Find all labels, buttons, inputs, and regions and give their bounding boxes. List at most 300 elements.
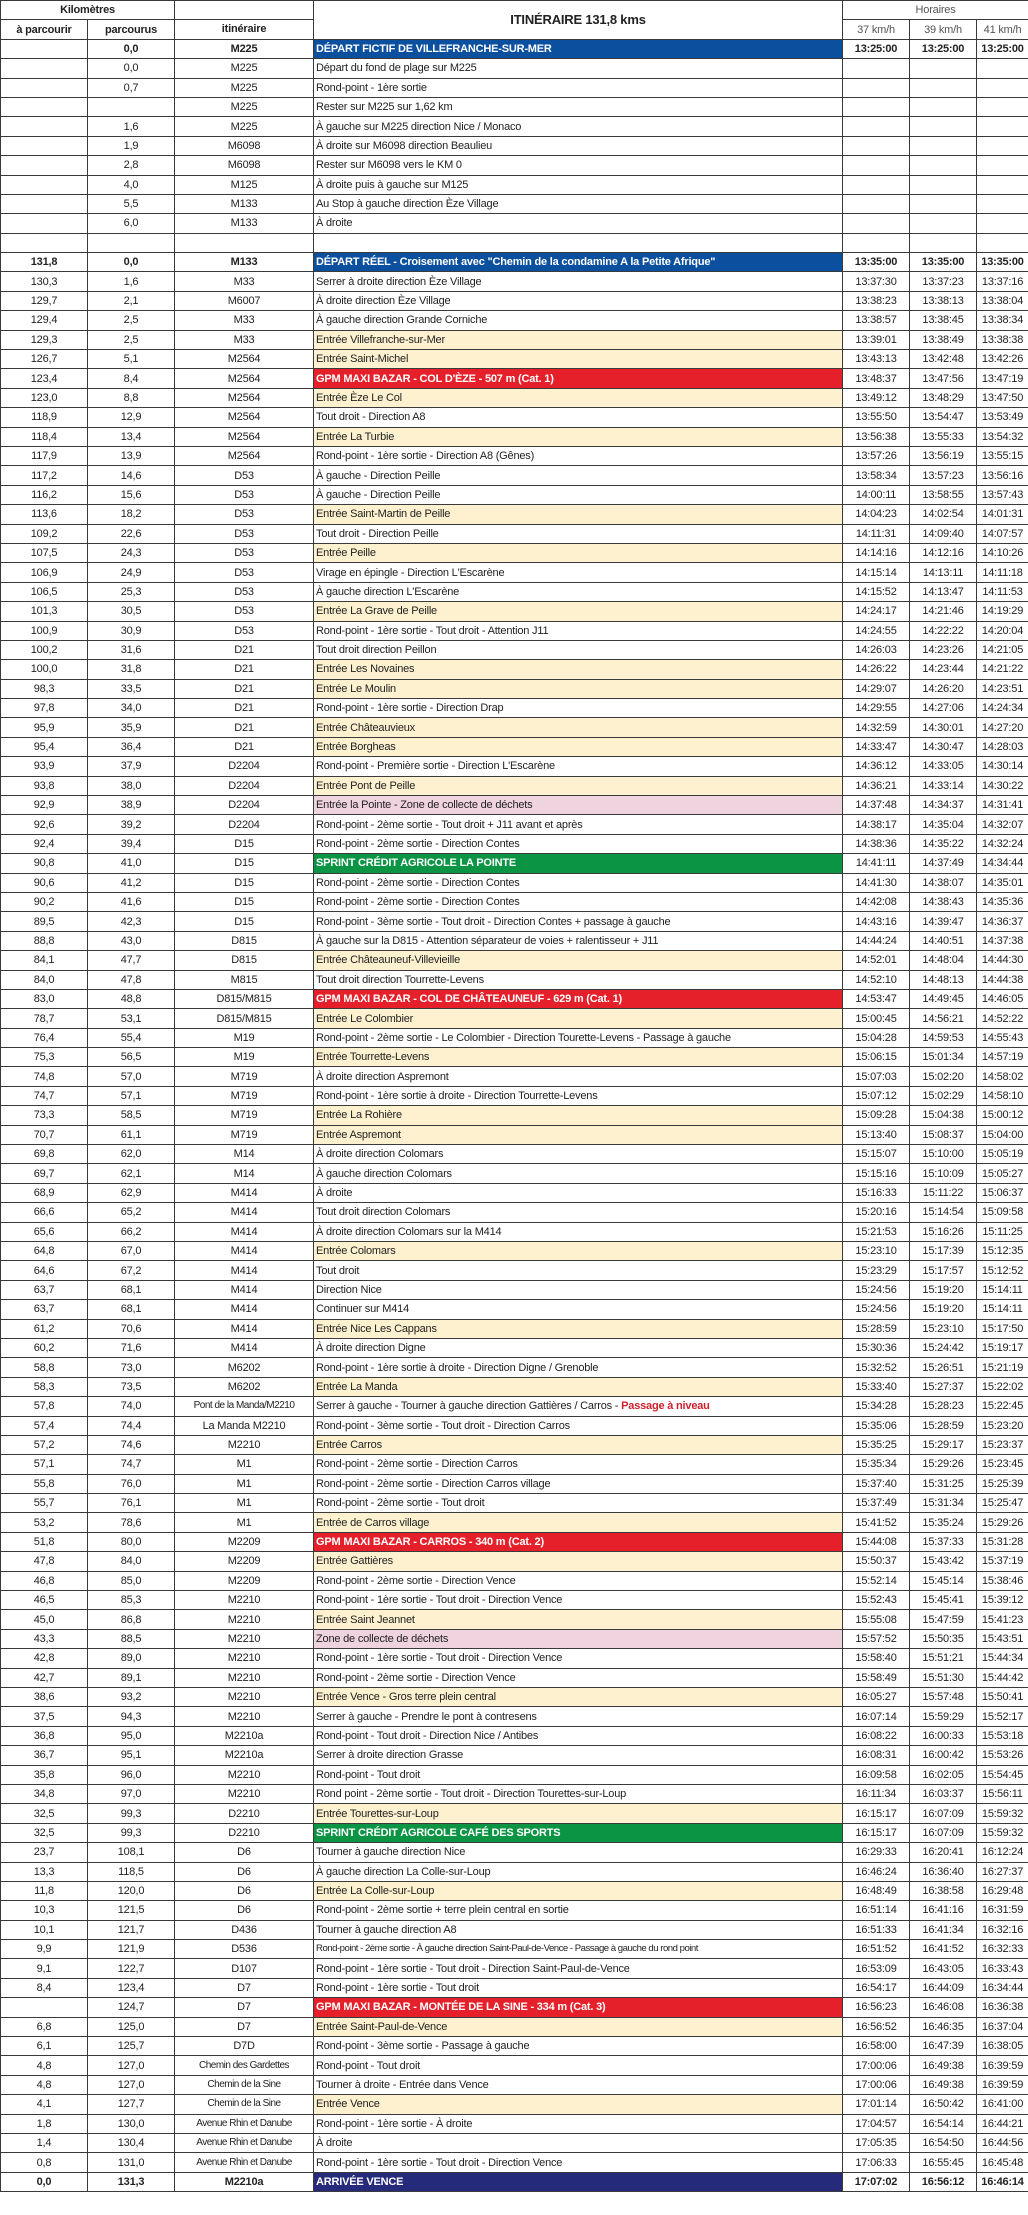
time-41: 13:37:16: [981, 275, 1024, 288]
km-remaining-cell: [1, 2056, 88, 2075]
km-remaining: 107,5: [30, 547, 58, 560]
time-39: 15:29:26: [922, 1458, 964, 1471]
time-41-cell: [977, 1494, 1028, 1513]
time-37-cell: [843, 2114, 910, 2133]
km-done: 2,5: [123, 333, 139, 346]
time-39-cell: [910, 1591, 977, 1610]
route-cell: [175, 1513, 314, 1532]
time-41: 13:55:15: [981, 450, 1024, 463]
km-remaining-cell: [1, 1358, 88, 1377]
km-done-cell: [88, 1145, 175, 1164]
route-cell: [175, 136, 314, 155]
route: D436: [231, 1923, 257, 1936]
time-39: 15:16:26: [922, 1225, 964, 1238]
route-cell: [175, 563, 314, 582]
description: GPM MAXI BAZAR - COL D'ÈZE - 507 m (Cat. 1): [316, 372, 554, 385]
time-41-cell: [977, 699, 1028, 718]
description-cell: [314, 1823, 843, 1842]
km-done-cell: [88, 1009, 175, 1028]
km-done: 127,0: [117, 2078, 145, 2091]
time-37: 16:54:17: [855, 1982, 897, 1995]
km-remaining-cell: [1, 78, 88, 97]
table-row: [1, 1571, 1028, 1590]
time-41: 16:44:56: [981, 2137, 1024, 2150]
time-39-cell: [910, 1009, 977, 1028]
time-39: 16:07:09: [922, 1807, 964, 1820]
km-remaining-cell: [1, 1106, 88, 1125]
route: D53: [234, 547, 254, 560]
km-remaining: 84,0: [33, 973, 55, 986]
description-cell: [314, 1843, 843, 1862]
route-cell: [175, 2172, 314, 2191]
time-37: 14:41:30: [855, 876, 897, 889]
time-37-cell: [843, 737, 910, 756]
km-done-cell: [88, 2017, 175, 2036]
route: La Manda M2210: [202, 1419, 286, 1432]
table-row: [1, 388, 1028, 407]
time-41: 16:41:00: [981, 2098, 1024, 2111]
description: Entrée La Manda: [316, 1380, 398, 1393]
time-41-cell: [977, 543, 1028, 562]
time-39: 15:57:48: [922, 1691, 964, 1704]
route-cell: [175, 330, 314, 349]
route-cell: [175, 311, 314, 330]
route-cell: [175, 892, 314, 911]
description: À droite: [316, 2137, 353, 2150]
time-41-cell: [977, 1707, 1028, 1726]
route: D6: [237, 1846, 251, 1859]
description-cell: [314, 2075, 843, 2094]
time-41-cell: [977, 1261, 1028, 1280]
time-39: 16:20:41: [922, 1846, 964, 1859]
route: D53: [234, 585, 254, 598]
km-done: 121,5: [117, 1904, 145, 1917]
time-37: 14:43:16: [855, 915, 897, 928]
time-37: 14:37:48: [855, 799, 897, 812]
description-cell: [314, 175, 843, 194]
km-done: 30,5: [120, 605, 142, 618]
km-remaining-cell: [1, 1610, 88, 1629]
time-41-cell: [977, 117, 1028, 136]
description-cell: [314, 369, 843, 388]
km-remaining: 101,3: [30, 605, 58, 618]
time-37: 15:52:43: [855, 1594, 897, 1607]
route-cell: [175, 1610, 314, 1629]
time-39-cell: [910, 1784, 977, 1803]
km-remaining-cell: [1, 1940, 88, 1959]
time-39-cell: [910, 776, 977, 795]
time-37: 14:33:47: [855, 741, 897, 754]
route: D2210: [228, 1826, 260, 1839]
description: Tourner à gauche direction Nice: [316, 1846, 466, 1859]
table-row: [1, 621, 1028, 640]
route: Chemin des Gardettes: [198, 2059, 290, 2071]
km-remaining-cell: [1, 214, 88, 233]
description-cell: [314, 931, 843, 950]
km-remaining-cell: [1, 951, 88, 970]
km-done-cell: [88, 1242, 175, 1261]
time-39-cell: [910, 2075, 977, 2094]
description: Entrée de Carros village: [316, 1516, 430, 1529]
time-41-cell: [977, 1978, 1028, 1997]
time-41-cell: [977, 1416, 1028, 1435]
km-done-cell: [88, 892, 175, 911]
time-39-cell: [910, 311, 977, 330]
time-39-cell: [910, 1338, 977, 1357]
description-cell: [314, 1804, 843, 1823]
time-39: 15:29:17: [922, 1439, 964, 1452]
time-41-cell: [977, 214, 1028, 233]
description: Rond-point - Tout droit - Direction Nice / Antibes: [316, 1729, 539, 1742]
km-done: 43,0: [120, 934, 142, 947]
time-37: 15:16:33: [855, 1187, 897, 1200]
km-done: 25,3: [120, 585, 142, 598]
time-37: 13:49:12: [855, 392, 897, 404]
description: GPM MAXI BAZAR - CARROS - 340 m (Cat. 2): [316, 1536, 544, 1549]
route: D2204: [228, 779, 260, 792]
km-remaining: 65,6: [33, 1225, 55, 1238]
time-41: 16:45:48: [981, 2156, 1024, 2169]
km-remaining-cell: [1, 408, 88, 427]
time-41: 14:44:38: [981, 973, 1024, 986]
time-41: 16:37:04: [981, 2020, 1024, 2033]
time-37: 14:24:55: [855, 624, 897, 637]
time-41: 14:36:37: [981, 915, 1024, 928]
time-37: 15:35:34: [855, 1458, 897, 1471]
km-remaining: 113,6: [31, 508, 57, 521]
time-37-cell: [843, 1242, 910, 1261]
time-41: 14:58:10: [981, 1090, 1024, 1103]
time-37-cell: [843, 291, 910, 310]
time-41: 15:37:19: [981, 1555, 1024, 1568]
km-remaining: 10,3: [33, 1904, 55, 1917]
route: M719: [230, 1109, 258, 1122]
time-37-cell: [843, 640, 910, 659]
table-row: [1, 1164, 1028, 1183]
km-remaining-cell: [1, 1261, 88, 1280]
time-37: 16:51:52: [855, 1943, 897, 1956]
km-done: 57,0: [120, 1070, 142, 1083]
route: D21: [234, 702, 254, 715]
route-cell: [175, 39, 314, 58]
time-37-cell: [843, 2037, 910, 2056]
time-37: 15:15:16: [855, 1167, 897, 1180]
description: Entrée Nice Les Cappans: [316, 1322, 437, 1335]
time-37-cell: [843, 1338, 910, 1357]
km-done-cell: [88, 2153, 175, 2172]
description-cell: [314, 1242, 843, 1261]
table-row: [1, 1843, 1028, 1862]
route-cell: [175, 679, 314, 698]
km-remaining: 37,5: [33, 1710, 55, 1723]
time-41: 13:56:16: [981, 469, 1024, 482]
time-37-cell: [843, 1881, 910, 1900]
route-cell: [175, 2017, 314, 2036]
route-cell: [175, 602, 314, 621]
time-37: 15:58:49: [855, 1671, 897, 1684]
table-row: [1, 834, 1028, 853]
route: M719: [230, 1128, 258, 1141]
km-done: 37,9: [120, 760, 142, 773]
km-done: 1,6: [123, 120, 139, 133]
time-37-cell: [843, 1377, 910, 1396]
km-done-cell: [88, 1629, 175, 1648]
km-done: 41,0: [120, 857, 142, 870]
route: D7: [237, 2020, 251, 2033]
km-done: 12,9: [120, 411, 142, 424]
description: Rond-point - 2ème sortie - Direction Vence: [316, 1574, 516, 1587]
time-39-cell: [910, 1125, 977, 1144]
time-39: 14:12:16: [922, 547, 964, 560]
description-cell: [314, 1280, 843, 1299]
time-41-cell: [977, 1804, 1028, 1823]
time-39-cell: [910, 1998, 977, 2017]
time-41: 14:55:43: [981, 1031, 1024, 1044]
description-cell: [314, 1552, 843, 1571]
description: Entrée Peille: [316, 547, 376, 560]
time-37-cell: [843, 757, 910, 776]
km-remaining: 61,2: [33, 1322, 55, 1335]
time-37: 14:52:01: [855, 954, 897, 967]
route: D53: [234, 624, 254, 637]
time-41: 15:19:17: [981, 1342, 1024, 1355]
km-done-cell: [88, 912, 175, 931]
km-done-cell: [88, 621, 175, 640]
time-39-cell: [910, 621, 977, 640]
time-39-cell: [910, 466, 977, 485]
route: M2210a: [224, 1729, 264, 1742]
km-remaining: 58,8: [33, 1361, 55, 1374]
km-done: 48,8: [120, 993, 142, 1006]
km-done-cell: [88, 1435, 175, 1454]
time-41-cell: [977, 427, 1028, 446]
table-row: [1, 1009, 1028, 1028]
time-37: 13:38:57: [855, 314, 897, 327]
time-41-cell: [977, 194, 1028, 213]
km-done: 94,3: [120, 1710, 142, 1723]
km-remaining: 1,4: [36, 2137, 52, 2150]
description-cell: [314, 505, 843, 524]
km-remaining-cell: [1, 194, 88, 213]
table-row: [1, 59, 1028, 78]
time-37-cell: [843, 1067, 910, 1086]
description-cell: [314, 2095, 843, 2114]
route-cell: [175, 1901, 314, 1920]
time-39: 13:48:29: [922, 392, 964, 404]
route: M2564: [227, 430, 261, 443]
km-remaining: 32,5: [33, 1826, 55, 1839]
km-remaining-cell: [1, 311, 88, 330]
description-cell: [314, 233, 843, 252]
time-39-cell: [910, 1687, 977, 1706]
time-39-cell: [910, 1242, 977, 1261]
time-39-cell: [910, 1610, 977, 1629]
route-cell: [175, 854, 314, 873]
route-cell: [175, 1145, 314, 1164]
km-remaining-cell: [1, 1823, 88, 1842]
time-41: 13:38:38: [981, 333, 1024, 346]
time-39-cell: [910, 1629, 977, 1648]
level-crossing-warning: Passage à niveau: [621, 1400, 710, 1413]
route: M2210: [227, 1652, 261, 1665]
time-37-cell: [843, 1959, 910, 1978]
km-done-cell: [88, 1300, 175, 1319]
time-37-cell: [843, 369, 910, 388]
time-37-cell: [843, 1940, 910, 1959]
km-done-cell: [88, 1474, 175, 1493]
description: Tourner à droite - Entrée dans Vence: [316, 2078, 489, 2091]
time-37-cell: [843, 1300, 910, 1319]
route: M125: [230, 178, 258, 191]
route-cell: [175, 2075, 314, 2094]
time-39-cell: [910, 1901, 977, 1920]
description-cell: [314, 582, 843, 601]
description-cell: [314, 1261, 843, 1280]
route: M225: [230, 120, 258, 133]
table-row: [1, 640, 1028, 659]
time-39: 16:54:50: [922, 2137, 964, 2150]
table-row: [1, 214, 1028, 233]
km-done-cell: [88, 194, 175, 213]
time-41-cell: [977, 1319, 1028, 1338]
route-cell: [175, 951, 314, 970]
time-39: 15:45:14: [922, 1574, 964, 1587]
km-done-cell: [88, 1920, 175, 1939]
description-cell: [314, 524, 843, 543]
route-cell: [175, 815, 314, 834]
table-row: [1, 1629, 1028, 1648]
time-39-cell: [910, 1494, 977, 1513]
parcourus-header: parcourus: [88, 20, 175, 39]
time-41-cell: [977, 892, 1028, 911]
time-41-cell: [977, 1591, 1028, 1610]
description-cell: [314, 1610, 843, 1629]
description: Rond-point - 2ème sortie - Direction Carros: [316, 1458, 518, 1471]
time-41-cell: [977, 253, 1028, 272]
description-cell: [314, 1920, 843, 1939]
km-remaining-cell: [1, 156, 88, 175]
time-37: 13:58:34: [855, 469, 897, 482]
table-row: [1, 369, 1028, 388]
time-39: 13:54:47: [922, 411, 964, 424]
description: Entrée Villefranche-sur-Mer: [316, 333, 445, 346]
km-remaining: 97,8: [33, 702, 55, 715]
km-done: 74,7: [120, 1458, 142, 1471]
km-remaining: 10,1: [33, 1923, 55, 1936]
description: À droite direction Digne: [316, 1342, 426, 1355]
time-37-cell: [843, 466, 910, 485]
route: Avenue Rhin et Danube: [196, 2156, 292, 2168]
description-cell: [314, 1765, 843, 1784]
route-cell: [175, 1843, 314, 1862]
time-37-cell: [843, 1629, 910, 1648]
km-remaining-cell: [1, 796, 88, 815]
table-row: [1, 1028, 1028, 1047]
description: Rond-point - 1ère sortie - Tout droit: [316, 1982, 479, 1995]
route: D15: [234, 876, 254, 889]
route: M133: [230, 256, 258, 269]
km-done: 68,1: [120, 1283, 142, 1296]
time-41-cell: [977, 1125, 1028, 1144]
km-done: 62,9: [120, 1187, 142, 1200]
time-39: 14:09:40: [922, 527, 964, 540]
km-done: 15,6: [120, 488, 142, 501]
km-done: 8,8: [123, 392, 139, 404]
km-done-cell: [88, 1513, 175, 1532]
time-41-cell: [977, 1862, 1028, 1881]
km-remaining-cell: [1, 1920, 88, 1939]
km-remaining-cell: [1, 699, 88, 718]
route-cell: [175, 1358, 314, 1377]
time-37: 14:42:08: [855, 896, 897, 909]
route: D53: [234, 469, 254, 482]
km-done: 39,4: [120, 837, 142, 850]
description-cell: [314, 1086, 843, 1105]
description-cell: [314, 291, 843, 310]
time-37: 14:00:11: [855, 488, 897, 501]
route: M414: [230, 1283, 258, 1296]
time-39-cell: [910, 1571, 977, 1590]
table-row: [1, 2095, 1028, 2114]
km-done: 61,1: [120, 1128, 142, 1141]
route: D815: [231, 934, 257, 947]
km-done: 71,6: [120, 1342, 142, 1355]
time-37-cell: [843, 1591, 910, 1610]
route-cell: [175, 1532, 314, 1551]
km-remaining-cell: [1, 97, 88, 116]
time-39-cell: [910, 117, 977, 136]
time-37: 14:26:03: [855, 644, 897, 657]
km-remaining-cell: [1, 446, 88, 465]
route-cell: [175, 1338, 314, 1357]
route: M1: [236, 1458, 252, 1471]
km-done-cell: [88, 563, 175, 582]
time-39-cell: [910, 2017, 977, 2036]
table-row: [1, 1862, 1028, 1881]
time-37: 16:15:17: [855, 1807, 897, 1820]
km-done: 95,1: [120, 1749, 142, 1762]
route-cell: [175, 1726, 314, 1745]
description: Rond-point - 1ère sortie - Tout droit - Direction Vence: [316, 2156, 563, 2169]
time-39-cell: [910, 1222, 977, 1241]
table-row: [1, 737, 1028, 756]
description-cell: [314, 1048, 843, 1067]
time-39-cell: [910, 679, 977, 698]
description-cell: [314, 1028, 843, 1047]
route-cell: [175, 369, 314, 388]
time-39: 15:47:59: [922, 1613, 964, 1626]
route-cell: [175, 989, 314, 1008]
description-cell: [314, 854, 843, 873]
km-done-cell: [88, 156, 175, 175]
route-cell: [175, 1086, 314, 1105]
description: Entrée Saint-Paul-de-Vence: [316, 2020, 448, 2033]
time-37-cell: [843, 1552, 910, 1571]
description: Entrée Châteauneuf-Villevieille: [316, 954, 461, 967]
table-row: [1, 1416, 1028, 1435]
route-cell: [175, 1067, 314, 1086]
route-cell: [175, 1048, 314, 1067]
time-37-cell: [843, 563, 910, 582]
table-row: [1, 1746, 1028, 1765]
time-39-cell: [910, 1649, 977, 1668]
km-done-cell: [88, 1707, 175, 1726]
route: Chemin de la Sine: [207, 2078, 281, 2090]
time-39-cell: [910, 1106, 977, 1125]
time-37: 15:57:52: [855, 1633, 897, 1645]
time-37-cell: [843, 59, 910, 78]
time-39-cell: [910, 1319, 977, 1338]
